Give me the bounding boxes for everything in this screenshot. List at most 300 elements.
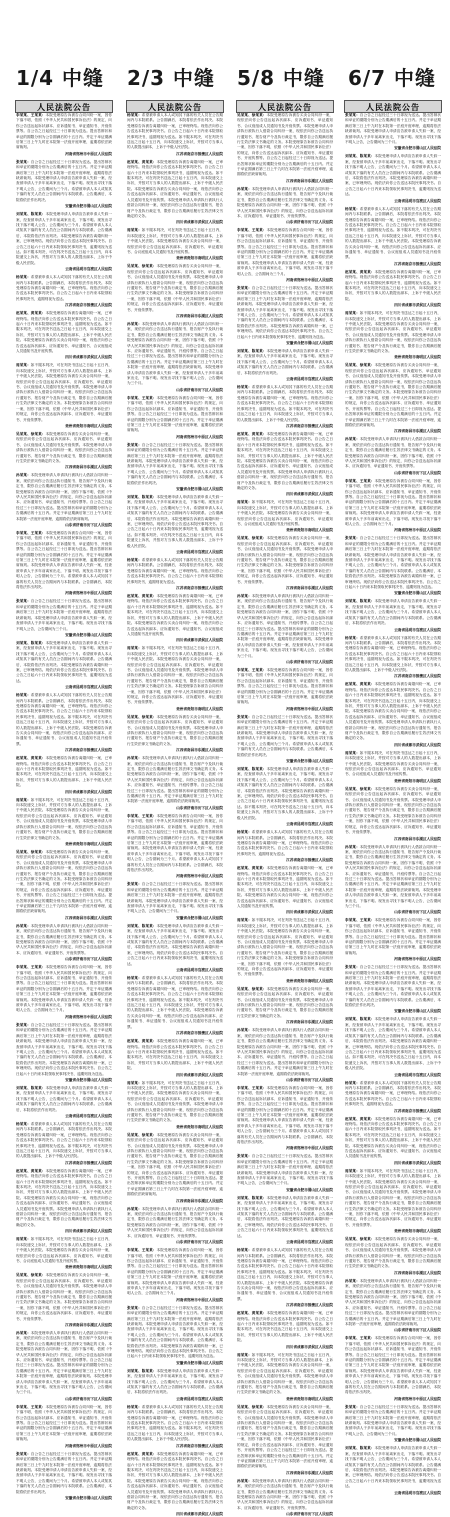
court-name: 贵州省贵阳市南明区人民法院 <box>65 423 112 428</box>
party-name: 赵某某、黄某某： <box>16 1168 46 1173</box>
court-name: 四川省成都市武侯区人民法院 <box>286 1344 333 1349</box>
party-name: 赵某某、黄某某： <box>16 311 46 316</box>
court-name: 安徽省合肥市蜀山区人民法院 <box>394 591 441 596</box>
notice-paragraph: 周某某：如不服本判决，可在判决书送达之日起十五日内，向本院递交上诉状，并按对方当事人的人数提出副本，上诉于中级人民法院。本院受理原告诉被告买卖合同纠纷一案，现依法向你公告送达起诉状副本、应诉通知书、举证通知书、合议庭组成人员通知书及开庭传票。本院受理申请人申请执行被执行人借款合同纠纷一案，现依法向你公告送达执行通知书、报告财产令及执行裁定书，限你自公告期满后履行生效法律文书确定的义务。 <box>16 797 113 840</box>
party-name: 刘某某、陈某某： <box>237 349 267 354</box>
court-name: 河南省郑州市中原区人民法院 <box>286 706 333 711</box>
party-name: 杨某某： <box>345 635 360 640</box>
party-name: 周某某： <box>237 500 252 505</box>
court-name: 四川省成都市武侯区人民法院 <box>65 1229 112 1234</box>
party-name: 吴某某、徐某某： <box>127 714 157 719</box>
party-name: 李某某、王某某： <box>16 1404 46 1409</box>
court-name: 云南省昆明市官渡区人民法院 <box>394 198 441 203</box>
court-name: 贵州省贵阳市南明区人民法院 <box>286 528 333 533</box>
notice-paragraph: 李某某、王某某：本院受理原告诉被告合同纠纷一案，因你下落不明，依照《中华人民共和国民事诉讼法》的规定，向你公告送达起诉状副本、应诉通知书、举证通知书、开庭传票等。自公告之日起经过三十日即视为送达。提出答辩状和举证的期限分别为公告期满后的十五日内。并定于举证期满后第三日上午九时在本院第一法庭开庭审理，逾期将依法缺席裁判。本院受理申请人申请宣告被申请人失踪一案，经查被申请人于多年前离家出走，下落不明。现发出寻找下落不明人公告，公告期间为三个月。希望被申请人本人或知其下落的有关人员在公告期间内与本院联系。公告期满后，本院将依法作出判决。 <box>127 813 224 872</box>
court-name: 江西省南昌市东湖区人民法院 <box>286 1020 333 1025</box>
notice-paragraph: 张某某：自公告之日起经过三十日即视为送达。提出答辩状和举证的期限分别为公告期满后的十五日内。并定于举证期满后第三日上午九时在本院第一法庭开庭审理，逾期将依法缺席裁判。本院受理申请人申请宣告被申请人失踪一案，经查被申请人于多年前离家出走，下落不明。现发出寻找下落不明人公告，公告期间为三个月。希望被申请人本人或知其下落的有关人员在公告期间内与本院联系。公告期满后，本院将依法作出判决。 <box>16 1451 113 1494</box>
notice-paragraph: 杨某某：希望被申请人本人或知其下落的有关人员在公告期间内与本院联系。公告期满后，本院将依法作出判决。本院受理原告诉被告离婚纠纷一案，已审理终结。现依法向你公告送达本院民事判决书。自公告之日起六十日内来本院领取民事判决书，逾期则视为送达。如不服本判决，可在判决书送达之日起十五日内，向本院递交上诉状，并按对方当事人的人数提出副本，上诉于中级人民法院。 <box>16 1121 113 1159</box>
size-label-1: 1/4 中缝 <box>15 66 105 90</box>
party-name: 吴某某、徐某某： <box>345 363 375 368</box>
party-name: 张某某： <box>16 159 31 164</box>
court-name: 江苏省南京市鼓楼区人民法院 <box>176 151 223 156</box>
party-name: 赵某某、黄某某： <box>345 682 375 687</box>
court-name: 安徽省合肥市蜀山区人民法院 <box>394 1009 441 1014</box>
party-name: 杨某某： <box>127 976 142 981</box>
notice-paragraph: 孙某某：本院受理申请人申请执行被执行人借款合同纠纷一案，现依法向你公告送达执行通知书、报告财产令及执行裁定书，限你自公告期满后履行生效法律文书确定的义务。本院受理原告诉被告合同纠纷一案，因你下落不明，依照《中华人民共和国民事诉讼法》的规定，向你公告送达起诉状副本、应诉通知书、举证通知书、开庭传票等。 <box>16 923 113 955</box>
party-name: 张某某： <box>127 1305 142 1310</box>
party-name: 赵某某、黄某某： <box>345 269 375 274</box>
court-name: 云南省昆明市官渡区人民法院 <box>286 377 333 382</box>
notice-paragraph: 李某某、王某某：本院受理原告诉被告合同纠纷一案，因你下落不明，依照《中华人民共和国民事诉讼法》的规定，向你公告送达起诉状副本、应诉通知书、举证通知书、开庭传票等。自公告之日起经过三十日即视为送达。提出答辩状和举证的期限分别为公告期满后的十五日内。并定于举证期满后第三日上午九时在本院第一法庭开庭审理，逾期将依法缺席裁判。 <box>127 395 224 433</box>
court-name: 贵州省贵阳市南明区人民法院 <box>394 355 441 360</box>
court-name: 云南省昆明市官渡区人民法院 <box>176 550 223 555</box>
notice-paragraph: 李某某、王某某：本院受理原告诉被告合同纠纷一案，因你下落不明，依照《中华人民共和国民事诉讼法》的规定，向你公告送达起诉状副本、应诉通知书、举证通知书、开庭传票等。自公告之日起经过三十日即视为送达。提出答辩状和举证的期限分别为公告期满后的十五日内。并定于举证期满后第三日上午九时在本院第一法庭开庭审理，逾期将依法缺席裁判。本院受理申请人申请宣告被申请人失踪一案，经查被申请人于多年前离家出走，下落不明。现发出寻找下落不明人公告，公告期间为三个月。 <box>16 965 113 1013</box>
party-name: 刘某某、陈某某： <box>345 599 375 604</box>
court-name: 江西省南昌市东湖区人民法院 <box>286 178 333 183</box>
notice-paragraph: 吴某某、徐某某：本院受理原告诉被告买卖合同纠纷一案，现依法向你公告送达起诉状副本、应诉通知书、举证通知书、合议庭组成人员通知书及开庭传票。本院受理申请人申请执行被执行人借款合同纠纷一案，现依法向你公告送达执行通知书、报告财产令及执行裁定书，限你自公告期满后履行生效法律文书确定的义务。本院受理原告诉被告合同纠纷一案，因你下落不明，依照《中华人民共和国民事诉讼法》的规定，向你公告送达起诉状副本、应诉通知书、举证通知书、开庭传票等。自公告之日起经过三十日即视为送达。提出答辩状和举证的期限分别为公告期满后的十五日内。并定于举证期满后第三日上午九时在本院第一法庭开庭审理，逾期将依法缺席裁判。 <box>237 113 334 177</box>
court-name: 河南省郑州市中原区人民法院 <box>394 528 441 533</box>
court-name: 江苏省南京市鼓楼区人民法院 <box>176 1443 223 1448</box>
party-name: 吴某某、徐某某： <box>237 1404 267 1409</box>
notice-paragraph: 吴某某、徐某某：本院受理原告诉被告买卖合同纠纷一案，现依法向你公告送达起诉状副本、应诉通知书、举证通知书、合议庭组成人员通知书及开庭传票。本院受理申请人申请执行被执行人借款合同纠纷一案，现依法向你公告送达执行通知书、报告财产令及执行裁定书，限你自公告期满后履行生效法律文书确定的义务。 <box>16 431 113 463</box>
party-name: 杨某某： <box>237 385 252 390</box>
party-name: 孙某某： <box>16 1330 31 1335</box>
party-name: 李某某、王某某： <box>237 667 267 672</box>
party-name: 张某某： <box>16 1022 31 1027</box>
party-name: 杨某某： <box>16 693 31 698</box>
court-name: 贵州省贵阳市南明区人民法院 <box>286 1396 333 1401</box>
notice-paragraph: 孙某某：本院受理申请人申请执行被执行人借款合同纠纷一案，现依法向你公告送达执行通知书、报告财产令及执行裁定书，限你自公告期满后履行生效法律文书确定的义务。本院受理原告诉被告合同纠纷一案，因你下落不明，依照《中华人民共和国民事诉讼法》的规定，向你公告送达起诉状副本、应诉通知书、举证通知书、开庭传票等。自公告之日起经过三十日即视为送达。提出答辩状和举证的期限分别为公告期满后的十五日内。并定于举证期满后第三日上午九时在本院第一法庭开庭审理，逾期将依法缺席裁判。 <box>345 1278 442 1326</box>
column-header: 人民法院公告 <box>236 100 334 113</box>
court-name: 安徽省合肥市蜀山区人民法院 <box>65 632 112 637</box>
party-name: 杨某某： <box>345 206 360 211</box>
court-name: 贵州省贵阳市南明区人民法院 <box>176 1124 223 1129</box>
size-label-2: 2/3 中缝 <box>126 66 216 90</box>
court-name: 河南省郑州市中原区人民法院 <box>65 151 112 156</box>
party-name: 吴某某、徐某某： <box>237 986 267 991</box>
notice-paragraph: 刘某某、陈某某：本院受理申请人申请宣告被申请人失踪一案，经查被申请人于多年前离家出走，下落不明。现发出寻找下落不明人公告，公告期间为三个月。希望被申请人本人或知其下落的有关人员在公告期间内与本院联系。公告期满后，本院将依法作出判决。本院受理原告诉被告离婚纠纷一案，已审理终结。现依法向你公告送达本院民事判决书。自公告之日起六十日内来本院领取民事判决书，逾期则视为送达。 <box>345 154 442 197</box>
party-name: 张某某： <box>127 882 142 887</box>
size-label-4: 6/7 中缝 <box>347 66 437 90</box>
notice-paragraph: 杨某某：希望被申请人本人或知其下落的有关人员在公告期间内与本院联系。公告期满后，本院将依法作出判决。本院受理原告诉被告离婚纠纷一案，已审理终结。现依法向你公告送达本院民事判决书。自公告之日起六十日内来本院领取民事判决书，逾期则视为送达。如不服本判决，可在判决书送达之日起十五日内，向本院递交上诉状，并按对方当事人的人数提出副本，上诉于中级人民法院。 <box>127 113 224 150</box>
notice-paragraph: 孙某某：本院受理申请人申请执行被执行人借款合同纠纷一案，现依法向你公告送达执行通知书、报告财产令及执行裁定书，限你自公告期满后履行生效法律文书确定的义务。本院受理原告诉被告合同纠纷一案，因你下落不明，依照《中华人民共和国民事诉讼法》的规定，向你公告送达起诉状副本、应诉通知书、举证通知书、开庭传票等。 <box>237 1478 334 1510</box>
party-name: 李某某、王某某： <box>345 918 375 923</box>
notice-paragraph: 张某某：自公告之日起经过三十日即视为送达。提出答辩状和举证的期限分别为公告期满后的十五日内。并定于举证期满后第三日上午九时在本院第一法庭开庭审理，逾期将依法缺席裁判。本院受理申请人申请宣告被申请人失踪一案，经查被申请人于多年前离家出走，下落不明。现发出寻找下落不明人公告，公告期间为三个月。 <box>16 599 113 631</box>
party-name: 赵某某、黄某某： <box>127 1039 157 1044</box>
notice-body <box>15 113 113 1500</box>
court-name: 江西省南昌市东湖区人民法院 <box>394 429 441 434</box>
notice-paragraph: 刘某某、陈某某：本院受理申请人申请宣告被申请人失踪一案，经查被申请人于多年前离家出走，下落不明。现发出寻找下落不明人公告，公告期间为三个月。希望被申请人本人或知其下落的有关人员在公告期间内与本院联系。公告期满后，本院将依法作出判决。本院受理原告诉被告离婚纠纷一案，已审理终结。现依法向你公告送达本院民事判决书。自公告之日起六十日内来本院领取民事判决书，逾期则视为送达。如不服本判决，可在判决书送达之日起十五日内，向本院递交上诉状，并按对方当事人的人数提出副本，上诉于中级人民法院。 <box>127 494 224 548</box>
court-name: 河南省郑州市中原区人民法院 <box>65 1014 112 1019</box>
party-name: 吴某某、徐某某： <box>237 536 267 541</box>
party-name: 张某某： <box>345 113 360 117</box>
party-name: 张某某： <box>16 1451 31 1456</box>
court-name: 江苏省南京市鼓楼区人民法院 <box>65 748 112 753</box>
notice-paragraph: 吴某某、徐某某：本院受理原告诉被告买卖合同纠纷一案，现依法向你公告送达起诉状副本、应诉通知书、举证通知书、合议庭组成人员通知书及开庭传票。本院受理申请人申请执行被执行人借款合同纠纷一案，现依法向你公告送达执行通知书、报告财产令及执行裁定书，限你自公告期满后履行生效法律文书确定的义务。本院受理原告诉被告合同纠纷一案，因你下落不明，依照《中华人民共和国民事诉讼法》的规定，向你公告送达起诉状副本、应诉通知书、举证通知书、开庭传票等。 <box>237 536 334 584</box>
notice-paragraph: 吴某某、徐某某：本院受理原告诉被告买卖合同纠纷一案，现依法向你公告送达起诉状副本、应诉通知书、举证通知书、合议庭组成人员通知书及开庭传票。本院受理申请人申请执行被执行人借款合同纠纷一案，现依法向你公告送达执行通知书、报告财产令及执行裁定书，限你自公告期满后履行生效法律文书确定的义务。本院受理原告诉被告合同纠纷一案，因你下落不明，依照《中华人民共和国民事诉讼法》的规定，向你公告送达起诉状副本、应诉通知书、举证通知书、开庭传票等。 <box>16 1273 113 1321</box>
notice-paragraph: 杨某某：希望被申请人本人或知其下落的有关人员在公告期间内与本院联系。公告期满后，本院将依法作出判决。本院受理原告诉被告离婚纠纷一案，已审理终结。现依法向你公告送达本院民事判决书。自公告之日起六十日内来本院领取民事判决书，逾期则视为送达。如不服本判决，可在判决书送达之日起十五日内，向本院递交上诉状，并按对方当事人的人数提出副本，上诉于中级人民法院。本院受理原告诉被告买卖合同纠纷一案，现依法向你公告送达起诉状副本、应诉通知书、举证通知书、合议庭组成人员通知书及开庭传票。 <box>16 693 113 746</box>
notice-paragraph: 吴某某、徐某某：本院受理原告诉被告买卖合同纠纷一案，现依法向你公告送达起诉状副本、应诉通知书、举证通知书、合议庭组成人员通知书及开庭传票。本院受理申请人申请执行被执行人借款合同纠纷一案，现依法向你公告送达执行通知书、报告财产令及执行裁定书，限你自公告期满后履行生效法律文书确定的义务。本院受理原告诉被告合同纠纷一案，因你下落不明，依照《中华人民共和国民事诉讼法》的规定，向你公告送达起诉状副本、应诉通知书、举证通知书、开庭传票等。自公告之日起经过三十日即视为送达。提出答辩状和举证的期限分别为公告期满后的十五日内。并定于举证期满后第三日上午九时在本院第一法庭开庭审理，逾期将依法缺席裁判。 <box>127 1132 224 1197</box>
party-name: 张某某： <box>127 442 142 447</box>
party-name: 李某某、王某某： <box>127 813 157 818</box>
party-name: 孙某某： <box>237 594 252 599</box>
notice-paragraph: 赵某某、黄某某：本院受理原告诉被告离婚纠纷一案，已审理终结。现依法向你公告送达本院民事判决书。自公告之日起六十日内来本院领取民事判决书，逾期则视为送达。如不服本判决，可在判决书送达之日起十五日内，向本院递交上诉状，并按对方当事人的人数提出副本，上诉于中级人民法院。本院受理原告诉被告买卖合同纠纷一案，现依法向你公告送达起诉状副本、应诉通知书、举证通知书、合议庭组成人员通知书及开庭传票。 <box>237 866 334 908</box>
party-name: 李某某、王某某： <box>237 228 267 233</box>
court-name: 山东省济南市历下区人民法院 <box>394 470 441 475</box>
court-name: 山东省济南市历下区人民法院 <box>65 1396 112 1401</box>
court-name: 山东省济南市历下区人民法院 <box>286 1077 333 1082</box>
party-name: 周某某： <box>237 918 252 923</box>
court-name: 山东省济南市历下区人民法院 <box>286 659 333 664</box>
notice-paragraph: 李某某、王某某：本院受理原告诉被告合同纠纷一案，因你下落不明，依照《中华人民共和国民事诉讼法》的规定，向你公告送达起诉状副本、应诉通知书、举证通知书、开庭传票等。自公告之日起经过三十日即视为送达。提出答辩状和举证的期限分别为公告期满后的十五日内。并定于举证期满后第三日上午九时在本院第一法庭开庭审理，逾期将依法缺席裁判。本院受理申请人申请宣告被申请人失踪一案，经查被申请人于多年前离家出走，下落不明。现发出寻找下落不明人公告，公告期间为三个月。 <box>237 228 334 276</box>
party-name: 周某某： <box>345 1168 360 1173</box>
party-name: 刘某某、陈某某： <box>127 923 157 928</box>
party-name: 孙某某： <box>127 322 142 326</box>
notice-paragraph: 李某某、王某某：本院受理原告诉被告合同纠纷一案，因你下落不明，依照《中华人民共和国民事诉讼法》的规定，向你公告送达起诉状副本、应诉通知书、举证通知书、开庭传票等。自公告之日起经过三十日即视为送达。提出答辩状和举证的期限分别为公告期满后的十五日内。并定于举证期满后第三日上午九时在本院第一法庭开庭审理，逾期将依法缺席裁判。本院受理申请人申请宣告被申请人失踪一案，经查被申请人于多年前离家出走，下落不明。现发出寻找下落不明人公告，公告期间为三个月。 <box>127 1248 224 1296</box>
notice-paragraph: 赵某某、黄某某：本院受理原告诉被告离婚纠纷一案，已审理终结。现依法向你公告送达本院民事判决书。自公告之日起六十日内来本院领取民事判决书，逾期则视为送达。如不服本判决，可在判决书送达之日起十五日内，向本院递交上诉状，并按对方当事人的人数提出副本，上诉于中级人民法院。 <box>345 269 442 301</box>
notice-paragraph: 赵某某、黄某某：本院受理原告诉被告离婚纠纷一案，已审理终结。现依法向你公告送达本院民事判决书。自公告之日起六十日内来本院领取民事判决书，逾期则视为送达。如不服本判决，可在判决书送达之日起十五日内，向本院递交上诉状，并按对方当事人的人数提出副本，上诉于中级人民法院。本院受理原告诉被告买卖合同纠纷一案，现依法向你公告送达起诉状副本、应诉通知书、举证通知书、合议庭组成人员通知书及开庭传票。本院受理申请人申请执行被执行人借款合同纠纷一案，现依法向你公告送达执行通知书、报告财产令及执行裁定书，限你自公告期满后履行生效法律文书确定的义务。 <box>237 431 334 490</box>
notice-paragraph: 刘某某、陈某某：本院受理申请人申请宣告被申请人失踪一案，经查被申请人于多年前离家出走，下落不明。现发出寻找下落不明人公告，公告期间为三个月。希望被申请人本人或知其下落的有关人员在公告期间内与本院联系。公告期满后，本院将依法作出判决。本院受理原告诉被告离婚纠纷一案，已审理终结。现依法向你公告送达本院民事判决书。自公告之日起六十日内来本院领取民事判决书，逾期则视为送达。如不服本判决，可在判决书送达之日起十五日内，向本院递交上诉状，并按对方当事人的人数提出副本，上诉于中级人民法院。 <box>237 767 334 820</box>
notice-paragraph: 周某某：如不服本判决，可在判决书送达之日起十五日内，向本院递交上诉状，并按对方当事人的人数提出副本，上诉于中级人民法院。本院受理原告诉被告买卖合同纠纷一案，现依法向你公告送达起诉状副本、应诉通知书、举证通知书、合议庭组成人员通知书及开庭传票。本院受理申请人申请执行被执行人借款合同纠纷一案，现依法向你公告送达执行通知书、报告财产令及执行裁定书，限你自公告期满后履行生效法律文书确定的义务。 <box>127 1080 224 1123</box>
party-name: 刘某某、陈某某： <box>16 212 46 217</box>
notice-paragraph: 周某某：如不服本判决，可在判决书送达之日起十五日内，向本院递交上诉状，并按对方当事人的人数提出副本，上诉于中级人民法院。本院受理原告诉被告买卖合同纠纷一案，现依法向你公告送达起诉状副本、应诉通知书、举证通知书、合议庭组成人员通知书及开庭传票。本院受理申请人申请执行被执行人借款合同纠纷一案，现依法向你公告送达执行通知书、报告财产令及执行裁定书，限你自公告期满后履行生效法律文书确定的义务。 <box>345 311 442 354</box>
court-name: 河南省郑州市中原区人民法院 <box>286 1146 333 1151</box>
court-name: 贵州省贵阳市南明区人民法院 <box>176 256 223 261</box>
party-name: 周某某： <box>127 646 142 651</box>
court-name: 安徽省合肥市蜀山区人民法院 <box>176 1360 223 1365</box>
court-name: 贵州省贵阳市南明区人民法院 <box>286 978 333 983</box>
party-name: 张某某： <box>345 536 360 541</box>
court-name: 河南省郑州市中原区人民法院 <box>394 957 441 962</box>
party-name: 吴某某、徐某某： <box>345 786 375 791</box>
notice-paragraph: 杨某某：希望被申请人本人或知其下落的有关人员在公告期间内与本院联系。公告期满后，本院将依法作出判决。本院受理原告诉被告离婚纠纷一案，已审理终结。现依法向你公告送达本院民事判决书。自公告之日起六十日内来本院领取民事判决书，逾期则视为送达。如不服本判决，可在判决书送达之日起十五日内，向本院递交上诉状，并按对方当事人的人数提出副本，上诉于中级人民法院。 <box>127 1404 224 1442</box>
party-name: 刘某某、陈某某： <box>237 767 267 772</box>
party-name: 张某某： <box>345 965 360 970</box>
court-name: 山东省济南市历下区人民法院 <box>65 523 112 527</box>
notice-paragraph: 孙某某：本院受理申请人申请执行被执行人借款合同纠纷一案，现依法向你公告送达执行通知书、报告财产令及执行裁定书，限你自公告期满后履行生效法律文书确定的义务。本院受理原告诉被告合同纠纷一案，因你下落不明，依照《中华人民共和国民事诉讼法》的规定，向你公告送达起诉状副本、应诉通知书、举证通知书、开庭传票等。自公告之日起经过三十日即视为送达。提出答辩状和举证的期限分别为公告期满后的十五日内。并定于举证期满后第三日上午九时在本院第一法庭开庭审理，逾期将依法缺席裁判。本院受理申请人申请宣告被申请人失踪一案，经查被申请人于多年前离家出走，下落不明。现发出寻找下落不明人公告，公告期间为三个月。 <box>237 594 334 658</box>
notice-paragraph: 李某某、王某某：本院受理原告诉被告合同纠纷一案，因你下落不明，依照《中华人民共和国民事诉讼法》的规定，向你公告送达起诉状副本、应诉通知书、举证通知书、开庭传票等。自公告之日起经过三十日即视为送达。提出答辩状和举证的期限分别为公告期满后的十五日内。并定于举证期满后第三日上午九时在本院第一法庭开庭审理，逾期将依法缺席裁判。本院受理申请人申请宣告被申请人失踪一案，经查被申请人于多年前离家出走，下落不明。现发出寻找下落不明人公告，公告期间为三个月。希望被申请人本人或知其下落的有关人员在公告期间内与本院联系。公告期满后，本院将依法作出判决。 <box>237 1085 334 1144</box>
notice-paragraph: 刘某某、陈某某：本院受理申请人申请宣告被申请人失踪一案，经查被申请人于多年前离家出走，下落不明。现发出寻找下落不明人公告，公告期间为三个月。希望被申请人本人或知其下落的有关人员在公告期间内与本院联系。公告期满后，本院将依法作出判决。本院受理原告诉被告离婚纠纷一案，已审理终结。现依法向你公告送达本院民事判决书。自公告之日起六十日内来本院领取民事判决书，逾期则视为送达。 <box>237 1195 334 1238</box>
party-name: 张某某： <box>16 599 31 604</box>
court-name: 山东省济南市历下区人民法院 <box>286 1512 333 1517</box>
court-name: 江西省南昌市东湖区人民法院 <box>394 836 441 841</box>
notice-paragraph: 孙某某：本院受理申请人申请执行被执行人借款合同纠纷一案，现依法向你公告送达执行通知书、报告财产令及执行裁定书，限你自公告期满后履行生效法律文书确定的义务。本院受理原告诉被告合同纠纷一案，因你下落不明，依照《中华人民共和国民事诉讼法》的规定，向你公告送达起诉状副本、应诉通知书、举证通知书、开庭传票等。自公告之日起经过三十日即视为送达。提出答辩状和举证的期限分别为公告期满后的十五日内。并定于举证期满后第三日上午九时在本院第一法庭开庭审理，逾期将依法缺席裁判。本院受理申请人申请宣告被申请人失踪一案，经查被申请人于多年前离家出走，下落不明。现发出寻找下落不明人公告，公告期间为三个月。 <box>345 844 442 908</box>
notice-paragraph: 李某某、王某某：本院受理原告诉被告合同纠纷一案，因你下落不明，依照《中华人民共和国民事诉讼法》的规定，向你公告送达起诉状副本、应诉通知书、举证通知书、开庭传票等。自公告之日起经过三十日即视为送达。提出答辩状和举证的期限分别为公告期满后的十五日内。并定于举证期满后第三日上午九时在本院第一法庭开庭审理，逾期将依法缺席裁判。本院受理申请人申请宣告被申请人失踪一案，经查被申请人于多年前离家出走，下落不明。现发出寻找下落不明人公告，公告期间为三个月。希望被申请人本人或知其下落的有关人员在公告期间内与本院联系。公告期满后，本院将依法作出判决。 <box>345 1336 442 1395</box>
notice-paragraph: 张某某：自公告之日起经过三十日即视为送达。提出答辩状和举证的期限分别为公告期满后的十五日内。并定于举证期满后第三日上午九时在本院第一法庭开庭审理，逾期将依法缺席裁判。本院受理申请人申请宣告被申请人失踪一案，经查被申请人于多年前离家出走，下落不明。现发出寻找下落不明人公告，公告期间为三个月。希望被申请人本人或知其下落的有关人员在公告期间内与本院联系。公告期满后，本院将依法作出判决。本院受理原告诉被告离婚纠纷一案，已审理终结。现依法向你公告送达本院民事判决书。自公告之日起六十日内来本院领取民事判决书，逾期则视为送达。 <box>237 285 334 339</box>
party-name: 刘某某、陈某某： <box>127 1368 157 1373</box>
court-name: 安徽省合肥市蜀山区人民法院 <box>65 204 112 209</box>
court-name: 山东省济南市历下区人民法院 <box>176 1240 223 1245</box>
court-name: 安徽省合肥市蜀山区人民法院 <box>65 1077 112 1082</box>
court-name: 云南省昆明市官渡区人民法院 <box>286 822 333 827</box>
party-name: 刘某某、陈某某： <box>127 494 157 499</box>
party-name: 刘某某、陈某某： <box>345 1017 375 1022</box>
party-name: 孙某某： <box>127 756 142 761</box>
court-name: 江苏省南京市鼓楼区人民法院 <box>394 1108 441 1113</box>
notice-paragraph: 李某某、王某某：本院受理原告诉被告合同纠纷一案，因你下落不明，依照《中华人民共和国民事诉讼法》的规定，向你公告送达起诉状副本、应诉通知书、举证通知书、开庭传票等。自公告之日起经过三十日即视为送达。提出答辩状和举证的期限分别为公告期满后的十五日内。并定于举证期满后第三日上午九时在本院第一法庭开庭审理，逾期将依法缺席裁判。 <box>237 667 334 705</box>
notice-paragraph: 吴某某、徐某某：本院受理原告诉被告买卖合同纠纷一案，现依法向你公告送达起诉状副本、应诉通知书、举证通知书、合议庭组成人员通知书及开庭传票。本院受理申请人申请执行被执行人借款合同纠纷一案，现依法向你公告送达执行通知书、报告财产令及执行裁定书，限你自公告期满后履行生效法律文书确定的义务。本院受理原告诉被告合同纠纷一案，因你下落不明，依照《中华人民共和国民事诉讼法》的规定，向你公告送达起诉状副本、应诉通知书、举证通知书、开庭传票等。自公告之日起经过三十日即视为送达。提出答辩状和举证的期限分别为公告期满后的十五日内。并定于举证期满后第三日上午九时在本院第一法庭开庭审理，逾期将依法缺席裁判。 <box>345 363 442 427</box>
party-name: 吴某某、徐某某： <box>237 113 267 117</box>
court-name: 江西省南昌市东湖区人民法院 <box>176 1198 223 1203</box>
party-name: 李某某、王某某： <box>345 1336 375 1341</box>
notice-paragraph: 周某某：如不服本判决，可在判决书送达之日起十五日内，向本院递交上诉状，并按对方当事人的人数提出副本，上诉于中级人民法院。本院受理原告诉被告买卖合同纠纷一案，现依法向你公告送达起诉状副本、应诉通知书、举证通知书、合议庭组成人员通知书及开庭传票。 <box>127 228 224 254</box>
party-name: 孙某某： <box>345 844 360 849</box>
court-name: 四川省成都市武侯区人民法院 <box>286 492 333 497</box>
notice-paragraph: 孙某某：本院受理申请人申请执行被执行人借款合同纠纷一案，现依法向你公告送达执行通知书、报告财产令及执行裁定书，限你自公告期满后履行生效法律文书确定的义务。本院受理原告诉被告合同纠纷一案，因你下落不明，依照《中华人民共和国民事诉讼法》的规定，向你公告送达起诉状副本、应诉通知书、举证通知书、开庭传票等。自公告之日起经过三十日即视为送达。提出答辩状和举证的期限分别为公告期满后的十五日内。并定于举证期满后第三日上午九时在本院第一法庭开庭审理，逾期将依法缺席裁判。 <box>127 756 224 804</box>
court-name: 江苏省南京市鼓楼区人民法院 <box>394 261 441 266</box>
court-name: 云南省昆明市官渡区人民法院 <box>65 1113 112 1118</box>
court-name: 云南省昆明市官渡区人民法院 <box>286 1240 333 1245</box>
court-name: 贵州省贵阳市南明区人民法院 <box>394 1229 441 1234</box>
party-name: 李某某、王某某： <box>127 395 157 400</box>
party-name: 赵某某、黄某某： <box>345 1116 375 1121</box>
column-header: 人民法院公告 <box>15 100 113 113</box>
party-name: 周某某： <box>127 228 142 233</box>
notice-paragraph: 杨某某：希望被申请人本人或知其下落的有关人员在公告期间内与本院联系。公告期满后，本院将依法作出判决。本院受理原告诉被告离婚纠纷一案，已审理终结。现依法向你公告送达本院民事判决书。自公告之日起六十日内来本院领取民事判决书，逾期则视为送达。如不服本判决，可在判决书送达之日起十五日内，向本院递交上诉状，并按对方当事人的人数提出副本，上诉于中级人民法院。本院受理原告诉被告买卖合同纠纷一案，现依法向你公告送达起诉状副本、应诉通知书、举证通知书、合议庭组成人员通知书及开庭传票。 <box>237 1248 334 1301</box>
party-name: 杨某某： <box>127 113 142 117</box>
size-label-row <box>0 62 450 96</box>
court-name: 四川省成都市武侯区人民法院 <box>176 638 223 643</box>
court-name: 江西省南昌市东湖区人民法院 <box>65 915 112 920</box>
notice-column-2 <box>126 100 224 1517</box>
court-name: 江苏省南京市鼓楼区人民法院 <box>176 1031 223 1036</box>
court-name: 河南省郑州市中原区人民法院 <box>65 591 112 596</box>
notice-paragraph: 杨某某：希望被申请人本人或知其下落的有关人员在公告期间内与本院联系。公告期满后，本院将依法作出判决。本院受理原告诉被告离婚纠纷一案，已审理终结。现依法向你公告送达本院民事判决书。自公告之日起六十日内来本院领取民事判决书，逾期则视为送达。如不服本判决，可在判决书送达之日起十五日内，向本院递交上诉状，并按对方当事人的人数提出副本，上诉于中级人民法院。 <box>237 385 334 422</box>
notice-paragraph: 吴某某、徐某某：本院受理原告诉被告买卖合同纠纷一案，现依法向你公告送达起诉状副本、应诉通知书、举证通知书、合议庭组成人员通知书及开庭传票。本院受理申请人申请执行被执行人借款合同纠纷一案，现依法向你公告送达执行通知书、报告财产令及执行裁定书，限你自公告期满后履行生效法律文书确定的义务。 <box>127 714 224 746</box>
party-name: 张某某： <box>237 1154 252 1159</box>
notice-paragraph: 赵某某、黄某某：本院受理原告诉被告离婚纠纷一案，已审理终结。现依法向你公告送达本院民事判决书。自公告之日起六十日内来本院领取民事判决书，逾期则视为送达。如不服本判决，可在判决书送达之日起十五日内，向本院递交上诉状，并按对方当事人的人数提出副本，上诉于中级人民法院。 <box>237 1311 334 1343</box>
party-name: 周某某： <box>127 1080 142 1085</box>
notice-paragraph: 杨某某：希望被申请人本人或知其下落的有关人员在公告期间内与本院联系。公告期满后，本院将依法作出判决。本院受理原告诉被告离婚纠纷一案，已审理终结。现依法向你公告送达本院民事判决书。自公告之日起六十日内来本院领取民事判决书，逾期则视为送达。如不服本判决，可在判决书送达之日起十五日内，向本院递交上诉状，并按对方当事人的人数提出副本，上诉于中级人民法院。本院受理原告诉被告买卖合同纠纷一案，现依法向你公告送达起诉状副本、应诉通知书、举证通知书、合议庭组成人员通知书及开庭传票。 <box>345 206 442 260</box>
notice-paragraph: 杨某某：希望被申请人本人或知其下落的有关人员在公告期间内与本院联系。公告期满后，本院将依法作出判决。本院受理原告诉被告离婚纠纷一案，已审理终结。现依法向你公告送达本院民事判决书。自公告之日起六十日内来本院领取民事判决书，逾期则视为送达。 <box>237 830 334 856</box>
court-name: 山东省济南市历下区人民法院 <box>176 805 223 810</box>
party-name: 李某某、王某某： <box>16 531 46 535</box>
party-name: 杨某某： <box>345 1080 360 1085</box>
party-name: 孙某某： <box>16 473 31 478</box>
court-name: 河南省郑州市中原区人民法院 <box>176 1297 223 1302</box>
party-name: 杨某某： <box>127 558 142 563</box>
party-name: 赵某某、黄某某： <box>16 756 46 761</box>
court-name: 云南省昆明市官渡区人民法院 <box>176 968 223 973</box>
column-header: 人民法院公告 <box>126 100 224 113</box>
party-name: 吴某某、徐某某： <box>127 264 157 269</box>
notice-paragraph: 周某某：如不服本判决，可在判决书送达之日起十五日内，向本院递交上诉状，并按对方当事人的人数提出副本，上诉于中级人民法院。本院受理原告诉被告买卖合同纠纷一案，现依法向你公告送达起诉状副本、应诉通知书、举证通知书、合议庭组成人员通知书及开庭传票。本院受理申请人申请执行被执行人借款合同纠纷一案，现依法向你公告送达执行通知书、报告财产令及执行裁定书，限你自公告期满后履行生效法律文书确定的义务。本院受理原告诉被告合同纠纷一案，因你下落不明，依照《中华人民共和国民事诉讼法》的规定，向你公告送达起诉状副本、应诉通知书、举证通知书、开庭传票等。 <box>127 646 224 705</box>
court-name: 安徽省合肥市蜀山区人民法院 <box>394 146 441 151</box>
court-name: 云南省昆明市官渡区人民法院 <box>394 627 441 632</box>
notice-paragraph: 赵某某、黄某某：本院受理原告诉被告离婚纠纷一案，已审理终结。现依法向你公告送达本院民事判决书。自公告之日起六十日内来本院领取民事判决书，逾期则视为送达。如不服本判决，可在判决书送达之日起十五日内，向本院递交上诉状，并按对方当事人的人数提出副本，上诉于中级人民法院。 <box>16 756 113 788</box>
court-name: 江西省南昌市东湖区人民法院 <box>286 586 333 591</box>
court-name: 安徽省合肥市蜀山区人民法院 <box>65 1495 112 1500</box>
party-name: 吴某某、徐某某： <box>345 1237 375 1242</box>
party-name: 杨某某： <box>127 1404 142 1409</box>
notice-paragraph: 刘某某、陈某某：本院受理申请人申请宣告被申请人失踪一案，经查被申请人于多年前离家出走，下落不明。现发出寻找下落不明人公告，公告期间为三个月。希望被申请人本人或知其下落的有关人员在公告期间内与本院联系。公告期满后，本院将依法作出判决。本院受理原告诉被告离婚纠纷一案，已审理终结。现依法向你公告送达本院民事判决书。自公告之日起六十日内来本院领取民事判决书，逾期则视为送达。如不服本判决，可在判决书送达之日起十五日内，向本院递交上诉状，并按对方当事人的人数提出副本，上诉于中级人民法院。 <box>345 1017 442 1071</box>
court-name: 江西省南昌市东湖区人民法院 <box>176 314 223 318</box>
party-name: 周某某： <box>237 1352 252 1357</box>
court-name: 山东省济南市历下区人民法院 <box>176 387 223 392</box>
notice-paragraph: 周某某：如不服本判决，可在判决书送达之日起十五日内，向本院递交上诉状，并按对方当事人的人数提出副本，上诉于中级人民法院。本院受理原告诉被告买卖合同纠纷一案，现依法向你公告送达起诉状副本、应诉通知书、举证通知书、合议庭组成人员通知书及开庭传票。 <box>16 1237 113 1263</box>
court-name: 贵州省贵阳市南明区人民法院 <box>65 1265 112 1270</box>
notice-paragraph: 张某某：自公告之日起经过三十日即视为送达。提出答辩状和举证的期限分别为公告期满后的十五日内。并定于举证期满后第三日上午九时在本院第一法庭开庭审理，逾期将依法缺席裁判。本院受理申请人申请宣告被申请人失踪一案，经查被申请人于多年前离家出走，下落不明。现发出寻找下落不明人公告，公告期间为三个月。 <box>345 1404 442 1436</box>
party-name: 赵某某、黄某某： <box>237 866 267 871</box>
court-name: 江苏省南京市鼓楼区人民法院 <box>65 303 112 308</box>
size-label-3: 5/8 中缝 <box>236 66 326 90</box>
court-name: 江苏省南京市鼓楼区人民法院 <box>394 674 441 679</box>
court-name: 山东省济南市历下区人民法院 <box>286 220 333 225</box>
court-name: 安徽省合肥市蜀山区人民法院 <box>286 1187 333 1192</box>
notice-paragraph: 刘某某、陈某某：本院受理申请人申请宣告被申请人失踪一案，经查被申请人于多年前离家出走，下落不明。现发出寻找下落不明人公告，公告期间为三个月。希望被申请人本人或知其下落的有关人员在公告期间内与本院联系。公告期满后，本院将依法作出判决。本院受理原告诉被告离婚纠纷一案，已审理终结。现依法向你公告送达本院民事判决书。自公告之日起六十日内来本院领取民事判决书，逾期则视为送达。 <box>127 923 224 966</box>
notice-paragraph: 杨某某：希望被申请人本人或知其下落的有关人员在公告期间内与本院联系。公告期满后，本院将依法作出判决。本院受理原告诉被告离婚纠纷一案，已审理终结。现依法向你公告送达本院民事判决书。自公告之日起六十日内来本院领取民事判决书，逾期则视为送达。 <box>127 558 224 584</box>
party-name: 刘某某、陈某某： <box>16 640 46 645</box>
party-name: 孙某某： <box>237 1478 252 1483</box>
party-name: 杨某某： <box>237 830 252 835</box>
notice-paragraph: 孙某某：本院受理申请人申请执行被执行人借款合同纠纷一案，现依法向你公告送达执行通知书、报告财产令及执行裁定书，限你自公告期满后履行生效法律文书确定的义务。本院受理原告诉被告合同纠纷一案，因你下落不明，依照《中华人民共和国民事诉讼法》的规定，向你公告送达起诉状副本、应诉通知书、举证通知书、开庭传票等。 <box>237 186 334 218</box>
court-name: 江苏省南京市鼓楼区人民法院 <box>65 1160 112 1165</box>
court-name: 安徽省合肥市蜀山区人民法院 <box>176 486 223 491</box>
court-name: 云南省昆明市官渡区人民法院 <box>394 1490 441 1495</box>
court-name: 河南省郑州市中原区人民法院 <box>65 1443 112 1448</box>
court-name: 云南省昆明市官渡区人民法院 <box>65 685 112 690</box>
party-name: 孙某某： <box>237 1028 252 1033</box>
notice-paragraph: 吴某某、徐某某：本院受理原告诉被告买卖合同纠纷一案，现依法向你公告送达起诉状副本、应诉通知书、举证通知书、合议庭组成人员通知书及开庭传票。本院受理申请人申请执行被执行人借款合同纠纷一案，现依法向你公告送达执行通知书、报告财产令及执行裁定书，限你自公告期满后履行生效法律文书确定的义务。本院受理原告诉被告合同纠纷一案，因你下落不明，依照《中华人民共和国民事诉讼法》的规定，向你公告送达起诉状副本、应诉通知书、举证通知书、开庭传票等。 <box>127 264 224 312</box>
party-name: 周某某： <box>16 363 31 368</box>
notice-paragraph: 杨某某：希望被申请人本人或知其下落的有关人员在公告期间内与本院联系。公告期满后，本院将依法作出判决。本院受理原告诉被告离婚纠纷一案，已审理终结。现依法向你公告送达本院民事判决书。自公告之日起六十日内来本院领取民事判决书，逾期则视为送达。 <box>345 1080 442 1107</box>
notice-paragraph: 张某某：自公告之日起经过三十日即视为送达。提出答辩状和举证的期限分别为公告期满后的十五日内。并定于举证期满后第三日上午九时在本院第一法庭开庭审理，逾期将依法缺席裁判。本院受理申请人申请宣告被申请人失踪一案，经查被申请人于多年前离家出走，下落不明。现发出寻找下落不明人公告，公告期间为三个月。 <box>127 882 224 914</box>
court-name: 四川省成都市武侯区人民法院 <box>394 742 441 747</box>
notice-paragraph: 赵某某、黄某某：本院受理原告诉被告离婚纠纷一案，已审理终结。现依法向你公告送达本院民事判决书。自公告之日起六十日内来本院领取民事判决书，逾期则视为送达。如不服本判决，可在判决书送达之日起十五日内，向本院递交上诉状，并按对方当事人的人数提出副本，上诉于中级人民法院。本院受理原告诉被告买卖合同纠纷一案，现依法向你公告送达起诉状副本、应诉通知书、举证通知书、合议庭组成人员通知书及开庭传票。本院受理申请人申请执行被执行人借款合同纠纷一案，现依法向你公告送达执行通知书、报告财产令及执行裁定书，限你自公告期满后履行生效法律文书确定的义务。 <box>345 682 442 741</box>
court-name: 四川省成都市武侯区人民法院 <box>176 1512 223 1517</box>
notice-paragraph: 孙某某：本院受理申请人申请执行被执行人借款合同纠纷一案，现依法向你公告送达执行通知书、报告财产令及执行裁定书，限你自公告期满后履行生效法律文书确定的义务。本院受理原告诉被告合同纠纷一案，因你下落不明，依照《中华人民共和国民事诉讼法》的规定，向你公告送达起诉状副本、应诉通知书、举证通知书、开庭传票等。自公告之日起经过三十日即视为送达。提出答辩状和举证的期限分别为公告期满后的十五日内。并定于举证期满后第三日上午九时在本院第一法庭开庭审理，逾期将依法缺席裁判。本院受理申请人申请宣告被申请人失踪一案，经查被申请人于多年前离家出走，下落不明。现发出寻找下落不明人公告，公告期间为三个月。 <box>127 322 224 386</box>
notice-paragraph: 孙某某：本院受理申请人申请执行被执行人借款合同纠纷一案，现依法向你公告送达执行通知书、报告财产令及执行裁定书，限你自公告期满后履行生效法律文书确定的义务。本院受理原告诉被告合同纠纷一案，因你下落不明，依照《中华人民共和国民事诉讼法》的规定，向你公告送达起诉状副本、应诉通知书、举证通知书、开庭传票等。 <box>127 1206 224 1238</box>
court-name: 江西省南昌市东湖区人民法院 <box>176 748 223 753</box>
party-name: 刘某某、陈某某： <box>16 1085 46 1090</box>
notice-paragraph: 李某某、王某某：本院受理原告诉被告合同纠纷一案，因你下落不明，依照《中华人民共和国民事诉讼法》的规定，向你公告送达起诉状副本、应诉通知书、举证通知书、开庭传票等。自公告之日起经过三十日即视为送达。提出答辩状和举证的期限分别为公告期满后的十五日内。并定于举证期满后第三日上午九时在本院第一法庭开庭审理，逾期将依法缺席裁判。本院受理申请人申请宣告被申请人失踪一案，经查被申请人于多年前离家出走，下落不明。现发出寻找下落不明人公告，公告期间为三个月。希望被申请人本人或知其下落的有关人员在公告期间内与本院联系。公告期满后，本院将依法作出判决。 <box>16 531 113 590</box>
court-name: 河南省郑州市中原区人民法院 <box>176 434 223 439</box>
court-name: 安徽省合肥市蜀山区人民法院 <box>286 341 333 346</box>
notice-paragraph: 孙某某：本院受理申请人申请执行被执行人借款合同纠纷一案，现依法向你公告送达执行通知书、报告财产令及执行裁定书，限你自公告期满后履行生效法律文书确定的义务。本院受理原告诉被告合同纠纷一案，因你下落不明，依照《中华人民共和国民事诉讼法》的规定，向你公告送达起诉状副本、应诉通知书、举证通知书、开庭传票等。 <box>345 437 442 469</box>
court-name: 山东省济南市历下区人民法院 <box>394 910 441 915</box>
party-name: 周某某： <box>16 797 31 802</box>
notice-column-4 <box>344 100 442 1495</box>
notice-column-1 <box>15 100 113 1500</box>
court-name: 江苏省南京市鼓楼区人民法院 <box>286 1303 333 1308</box>
notice-paragraph: 吴某某、徐某某：本院受理原告诉被告买卖合同纠纷一案，现依法向你公告送达起诉状副本、应诉通知书、举证通知书、合议庭组成人员通知书及开庭传票。本院受理申请人申请执行被执行人借款合同纠纷一案，现依法向你公告送达执行通知书、报告财产令及执行裁定书，限你自公告期满后履行生效法律文书确定的义务。 <box>345 1237 442 1269</box>
party-name: 刘某某、陈某某： <box>237 1195 267 1200</box>
court-name: 贵州省贵阳市南明区人民法院 <box>394 778 441 783</box>
notice-paragraph: 赵某某、黄某某：本院受理原告诉被告离婚纠纷一案，已审理终结。现依法向你公告送达本院民事判决书。自公告之日起六十日内来本院领取民事判决书，逾期则视为送达。如不服本判决，可在判决书送达之日起十五日内，向本院递交上诉状，并按对方当事人的人数提出副本，上诉于中级人民法院。本院受理原告诉被告买卖合同纠纷一案，现依法向你公告送达起诉状副本、应诉通知书、举证通知书、合议庭组成人员通知书及开庭传票。 <box>345 1116 442 1159</box>
notice-paragraph: 赵某某、黄某某：本院受理原告诉被告离婚纠纷一案，已审理终结。现依法向你公告送达本院民事判决书。自公告之日起六十日内来本院领取民事判决书，逾期则视为送达。如不服本判决，可在判决书送达之日起十五日内，向本院递交上诉状，并按对方当事人的人数提出副本，上诉于中级人民法院。本院受理原告诉被告买卖合同纠纷一案，现依法向你公告送达起诉状副本、应诉通知书、举证通知书、合议庭组成人员通知书及开庭传票。 <box>16 311 113 354</box>
party-name: 李某某、王某某： <box>16 113 46 117</box>
notice-paragraph: 张某某：自公告之日起经过三十日即视为送达。提出答辩状和举证的期限分别为公告期满后的十五日内。并定于举证期满后第三日上午九时在本院第一法庭开庭审理，逾期将依法缺席裁判。本院受理申请人申请宣告被申请人失踪一案，经查被申请人于多年前离家出走，下落不明。现发出寻找下落不明人公告，公告期间为三个月。希望被申请人本人或知其下落的有关人员在公告期间内与本院联系。公告期满后，本院将依法作出判决。 <box>127 442 224 485</box>
court-name: 四川省成都市武侯区人民法院 <box>286 910 333 915</box>
notice-paragraph: 赵某某、黄某某：本院受理原告诉被告离婚纠纷一案，已审理终结。现依法向你公告送达本院民事判决书。自公告之日起六十日内来本院领取民事判决书，逾期则视为送达。如不服本判决，可在判决书送达之日起十五日内，向本院递交上诉状，并按对方当事人的人数提出副本，上诉于中级人民法院。本院受理原告诉被告买卖合同纠纷一案，现依法向你公告送达起诉状副本、应诉通知书、举证通知书、合议庭组成人员通知书及开庭传票。本院受理申请人申请执行被执行人借款合同纠纷一案，现依法向你公告送达执行通知书、报告财产令及执行裁定书，限你自公告期满后履行生效法律文书确定的义务。 <box>16 1168 113 1227</box>
court-name: 安徽省合肥市蜀山区人民法院 <box>394 1438 441 1443</box>
party-name: 刘某某、陈某某： <box>345 1446 375 1451</box>
notice-paragraph: 李某某、王某某：本院受理原告诉被告合同纠纷一案，因你下落不明，依照《中华人民共和国民事诉讼法》的规定，向你公告送达起诉状副本、应诉通知书、举证通知书、开庭传票等。自公告之日起经过三十日即视为送达。提出答辩状和举证的期限分别为公告期满后的十五日内。并定于举证期满后第三日上午九时在本院第一法庭开庭审理，逾期将依法缺席裁判。本院受理申请人申请宣告被申请人失踪一案，经查被申请人于多年前离家出走，下落不明。现发出寻找下落不明人公告，公告期间为三个月。 <box>345 478 442 526</box>
notice-paragraph: 李某某、王某某：本院受理原告诉被告合同纠纷一案，因你下落不明，依照《中华人民共和国民事诉讼法》的规定，向你公告送达起诉状副本、应诉通知书、举证通知书、开庭传票等。自公告之日起经过三十日即视为送达。提出答辩状和举证的期限分别为公告期满后的十五日内。并定于举证期满后第三日上午九时在本院第一法庭开庭审理，逾期将依法缺席裁判。 <box>16 1404 113 1442</box>
party-name: 孙某某： <box>345 1278 360 1283</box>
notice-paragraph: 刘某某、陈某某：本院受理申请人申请宣告被申请人失踪一案，经查被申请人于多年前离家出走，下落不明。现发出寻找下落不明人公告，公告期间为三个月。希望被申请人本人或知其下落的有关人员在公告期间内与本院联系。公告期满后，本院将依法作出判决。 <box>237 349 334 375</box>
notice-paragraph: 张某某：自公告之日起经过三十日即视为送达。提出答辩状和举证的期限分别为公告期满后的十五日内。并定于举证期满后第三日上午九时在本院第一法庭开庭审理，逾期将依法缺席裁判。本院受理申请人申请宣告被申请人失踪一案，经查被申请人于多年前离家出走，下落不明。现发出寻找下落不明人公告，公告期间为三个月。 <box>237 1154 334 1186</box>
court-name: 云南省昆明市官渡区人民法院 <box>65 267 112 272</box>
notice-paragraph: 周某某：如不服本判决，可在判决书送达之日起十五日内，向本院递交上诉状，并按对方当事人的人数提出副本，上诉于中级人民法院。本院受理原告诉被告买卖合同纠纷一案，现依法向你公告送达起诉状副本、应诉通知书、举证通知书、合议庭组成人员通知书及开庭传票。本院受理申请人申请执行被执行人借款合同纠纷一案，现依法向你公告送达执行通知书、报告财产令及执行裁定书，限你自公告期满后履行生效法律文书确定的义务。 <box>237 1352 334 1395</box>
court-name: 江西省南昌市东湖区人民法院 <box>394 1270 441 1275</box>
court-name: 河南省郑州市中原区人民法院 <box>176 874 223 879</box>
notice-paragraph: 张某某：自公告之日起经过三十日即视为送达。提出答辩状和举证的期限分别为公告期满后的十五日内。并定于举证期满后第三日上午九时在本院第一法庭开庭审理，逾期将依法缺席裁判。本院受理申请人申请宣告被申请人失踪一案，经查被申请人于多年前离家出走，下落不明。现发出寻找下落不明人公告，公告期间为三个月。希望被申请人本人或知其下落的有关人员在公告期间内与本院联系。公告期满后，本院将依法作出判决。 <box>237 714 334 757</box>
party-name: 李某某、王某某： <box>127 1248 157 1253</box>
court-name: 云南省昆明市官渡区人民法院 <box>394 1072 441 1077</box>
notice-paragraph: 周某某：如不服本判决，可在判决书送达之日起十五日内，向本院递交上诉状，并按对方当事人的人数提出副本，上诉于中级人民法院。本院受理原告诉被告买卖合同纠纷一案，现依法向你公告送达起诉状副本、应诉通知书、举证通知书、合议庭组成人员通知书及开庭传票。 <box>345 750 442 777</box>
notice-body <box>236 113 334 1517</box>
party-name: 周某某： <box>345 311 360 316</box>
court-name: 四川省成都市武侯区人民法院 <box>65 355 112 360</box>
notice-paragraph: 周某某：如不服本判决，可在判决书送达之日起十五日内，向本院递交上诉状，并按对方当事人的人数提出副本，上诉于中级人民法院。本院受理原告诉被告买卖合同纠纷一案，现依法向你公告送达起诉状副本、应诉通知书、举证通知书、合议庭组成人员通知书及开庭传票。本院受理申请人申请执行被执行人借款合同纠纷一案，现依法向你公告送达执行通知书、报告财产令及执行裁定书，限你自公告期满后履行生效法律文书确定的义务。本院受理原告诉被告合同纠纷一案，因你下落不明，依照《中华人民共和国民事诉讼法》的规定，向你公告送达起诉状副本、应诉通知书、举证通知书、开庭传票等。 <box>345 1168 442 1227</box>
court-name: 云南省昆明市官渡区人民法院 <box>176 1396 223 1401</box>
notice-paragraph: 张某某：自公告之日起经过三十日即视为送达。提出答辩状和举证的期限分别为公告期满后的十五日内。并定于举证期满后第三日上午九时在本院第一法庭开庭审理，逾期将依法缺席裁判。本院受理申请人申请宣告被申请人失踪一案，经查被申请人于多年前离家出走，下落不明。现发出寻找下落不明人公告，公告期间为三个月。希望被申请人本人或知其下落的有关人员在公告期间内与本院联系。公告期满后，本院将依法作出判决。 <box>345 965 442 1008</box>
notice-paragraph: 赵某某、黄某某：本院受理原告诉被告离婚纠纷一案，已审理终结。现依法向你公告送达本院民事判决书。自公告之日起六十日内来本院领取民事判决书，逾期则视为送达。如不服本判决，可在判决书送达之日起十五日内，向本院递交上诉状，并按对方当事人的人数提出副本，上诉于中级人民法院。本院受理原告诉被告买卖合同纠纷一案，现依法向你公告送达起诉状副本、应诉通知书、举证通知书、合议庭组成人员通知书及开庭传票。 <box>127 594 224 636</box>
notice-paragraph: 吴某某、徐某某：本院受理原告诉被告买卖合同纠纷一案，现依法向你公告送达起诉状副本、应诉通知书、举证通知书、合议庭组成人员通知书及开庭传票。本院受理申请人申请执行被执行人借款合同纠纷一案，现依法向你公告送达执行通知书、报告财产令及执行裁定书，限你自公告期满后履行生效法律文书确定的义务。 <box>237 986 334 1018</box>
notice-paragraph: 杨某某：希望被申请人本人或知其下落的有关人员在公告期间内与本院联系。公告期满后，本院将依法作出判决。本院受理原告诉被告离婚纠纷一案，已审理终结。现依法向你公告送达本院民事判决书。自公告之日起六十日内来本院领取民事判决书，逾期则视为送达。如不服本判决，可在判决书送达之日起十五日内，向本院递交上诉状，并按对方当事人的人数提出副本，上诉于中级人民法院。本院受理原告诉被告买卖合同纠纷一案，现依法向你公告送达起诉状副本、应诉通知书、举证通知书、合议庭组成人员通知书及开庭传票。 <box>127 976 224 1029</box>
notice-paragraph: 孙某某：本院受理申请人申请执行被执行人借款合同纠纷一案，现依法向你公告送达执行通知书、报告财产令及执行裁定书，限你自公告期满后履行生效法律文书确定的义务。本院受理原告诉被告合同纠纷一案，因你下落不明，依照《中华人民共和国民事诉讼法》的规定，向你公告送达起诉状副本、应诉通知书、举证通知书、开庭传票等。自公告之日起经过三十日即视为送达。提出答辩状和举证的期限分别为公告期满后的十五日内。并定于举证期满后第三日上午九时在本院第一法庭开庭审理，逾期将依法缺席裁判。 <box>237 1028 334 1076</box>
party-name: 赵某某、黄某某： <box>127 594 157 599</box>
court-name: 河南省郑州市中原区人民法院 <box>286 277 333 282</box>
court-name: 贵州省贵阳市南明区人民法院 <box>65 841 112 846</box>
party-name: 张某某： <box>237 714 252 719</box>
notice-paragraph: 赵某某、黄某某：本院受理原告诉被告离婚纠纷一案，已审理终结。现依法向你公告送达本院民事判决书。自公告之日起六十日内来本院领取民事判决书，逾期则视为送达。如不服本判决，可在判决书送达之日起十五日内，向本院递交上诉状，并按对方当事人的人数提出副本，上诉于中级人民法院。本院受理原告诉被告买卖合同纠纷一案，现依法向你公告送达起诉状副本、应诉通知书、举证通知书、合议庭组成人员通知书及开庭传票。本院受理申请人申请执行被执行人借款合同纠纷一案，现依法向你公告送达执行通知书、报告财产令及执行裁定书，限你自公告期满后履行生效法律文书确定的义务。 <box>127 159 224 218</box>
notice-paragraph: 刘某某、陈某某：本院受理申请人申请宣告被申请人失踪一案，经查被申请人于多年前离家出走，下落不明。现发出寻找下落不明人公告，公告期间为三个月。希望被申请人本人或知其下落的有关人员在公告期间内与本院联系。公告期满后，本院将依法作出判决。 <box>127 1368 224 1395</box>
notice-paragraph: 杨某某：希望被申请人本人或知其下落的有关人员在公告期间内与本院联系。公告期满后，本院将依法作出判决。本院受理原告诉被告离婚纠纷一案，已审理终结。现依法向你公告送达本院民事判决书。自公告之日起六十日内来本院领取民事判决书，逾期则视为送达。 <box>16 275 113 301</box>
party-name: 赵某某、黄某某： <box>237 431 267 436</box>
notice-paragraph: 刘某某、陈某某：本院受理申请人申请宣告被申请人失踪一案，经查被申请人于多年前离家出走，下落不明。现发出寻找下落不明人公告，公告期间为三个月。希望被申请人本人或知其下落的有关人员在公告期间内与本院联系。公告期满后，本院将依法作出判决。 <box>345 599 442 626</box>
notice-paragraph: 孙某某：本院受理申请人申请执行被执行人借款合同纠纷一案，现依法向你公告送达执行通知书、报告财产令及执行裁定书，限你自公告期满后履行生效法律文书确定的义务。本院受理原告诉被告合同纠纷一案，因你下落不明，依照《中华人民共和国民事诉讼法》的规定，向你公告送达起诉状副本、应诉通知书、举证通知书、开庭传票等。自公告之日起经过三十日即视为送达。提出答辩状和举证的期限分别为公告期满后的十五日内。并定于举证期满后第三日上午九时在本院第一法庭开庭审理，逾期将依法缺席裁判。本院受理申请人申请宣告被申请人失踪一案，经查被申请人于多年前离家出走，下落不明。现发出寻找下落不明人公告，公告期间为三个月。 <box>16 1330 113 1395</box>
court-name: 江苏省南京市鼓楼区人民法院 <box>286 858 333 863</box>
party-name: 赵某某、黄某某： <box>127 159 157 164</box>
court-name: 江西省南昌市东湖区人民法院 <box>65 465 112 470</box>
notice-paragraph: 吴某某、徐某某：本院受理原告诉被告买卖合同纠纷一案，现依法向你公告送达起诉状副本、应诉通知书、举证通知书、合议庭组成人员通知书及开庭传票。本院受理申请人申请执行被执行人借款合同纠纷一案，现依法向你公告送达执行通知书、报告财产令及执行裁定书，限你自公告期满后履行生效法律文书确定的义务。本院受理原告诉被告合同纠纷一案，因你下落不明，依照《中华人民共和国民事诉讼法》的规定，向你公告送达起诉状副本、应诉通知书、举证通知书、开庭传票等。 <box>345 786 442 835</box>
party-name: 刘某某、陈某某： <box>345 154 375 159</box>
party-name: 周某某： <box>345 750 360 755</box>
court-name: 江西省南昌市东湖区人民法院 <box>286 1470 333 1475</box>
party-name: 孙某某： <box>345 437 360 442</box>
notice-paragraph: 李某某、王某某：本院受理原告诉被告合同纠纷一案，因你下落不明，依照《中华人民共和国民事诉讼法》的规定，向你公告送达起诉状副本、应诉通知书、举证通知书、开庭传票等。自公告之日起经过三十日即视为送达。提出答辩状和举证的期限分别为公告期满后的十五日内。并定于举证期满后第三日上午九时在本院第一法庭开庭审理，逾期将依法缺席裁判。 <box>16 113 113 150</box>
party-name: 吴某某、徐某某： <box>16 1273 46 1278</box>
court-name: 贵州省贵阳市南明区人民法院 <box>176 706 223 711</box>
party-name: 孙某某： <box>127 1206 142 1211</box>
court-name: 四川省成都市武侯区人民法院 <box>65 789 112 794</box>
notice-paragraph: 张某某：自公告之日起经过三十日即视为送达。提出答辩状和举证的期限分别为公告期满后的十五日内。并定于举证期满后第三日上午九时在本院第一法庭开庭审理，逾期将依法缺席裁判。本院受理申请人申请宣告被申请人失踪一案，经查被申请人于多年前离家出走，下落不明。现发出寻找下落不明人公告，公告期间为三个月。希望被申请人本人或知其下落的有关人员在公告期间内与本院联系。公告期满后，本院将依法作出判决。本院受理原告诉被告离婚纠纷一案，已审理终结。现依法向你公告送达本院民事判决书。自公告之日起六十日内来本院领取民事判决书，逾期则视为送达。 <box>16 1022 113 1076</box>
notice-paragraph: 刘某某、陈某某：本院受理申请人申请宣告被申请人失踪一案，经查被申请人于多年前离家出走，下落不明。现发出寻找下落不明人公告，公告期间为三个月。希望被申请人本人或知其下落的有关人员在公告期间内与本院联系。公告期满后，本院将依法作出判决。 <box>16 1085 113 1112</box>
court-name: 安徽省合肥市蜀山区人民法院 <box>286 759 333 764</box>
party-name: 孙某某： <box>237 186 252 191</box>
party-name: 吴某某、徐某某： <box>16 431 46 436</box>
notice-paragraph: 李某某、王某某：本院受理原告诉被告合同纠纷一案，因你下落不明，依照《中华人民共和国民事诉讼法》的规定，向你公告送达起诉状副本、应诉通知书、举证通知书、开庭传票等。自公告之日起经过三十日即视为送达。提出答辩状和举证的期限分别为公告期满后的十五日内。并定于举证期满后第三日上午九时在本院第一法庭开庭审理，逾期将依法缺席裁判。 <box>345 918 442 955</box>
party-name: 张某某： <box>237 285 252 290</box>
court-name: 四川省成都市武侯区人民法院 <box>394 303 441 308</box>
party-name: 张某某： <box>345 1404 360 1409</box>
notice-body <box>344 113 442 1495</box>
notice-paragraph: 周某某：如不服本判决，可在判决书送达之日起十五日内，向本院递交上诉状，并按对方当事人的人数提出副本，上诉于中级人民法院。本院受理原告诉被告买卖合同纠纷一案，现依法向你公告送达起诉状副本、应诉通知书、举证通知书、合议庭组成人员通知书及开庭传票。本院受理申请人申请执行被执行人借款合同纠纷一案，现依法向你公告送达执行通知书、报告财产令及执行裁定书，限你自公告期满后履行生效法律文书确定的义务。本院受理原告诉被告合同纠纷一案，因你下落不明，依照《中华人民共和国民事诉讼法》的规定，向你公告送达起诉状副本、应诉通知书、举证通知书、开庭传票等。 <box>16 363 113 422</box>
notice-column-3 <box>236 100 334 1517</box>
notice-paragraph: 刘某某、陈某某：本院受理申请人申请宣告被申请人失踪一案，经查被申请人于多年前离家出走，下落不明。现发出寻找下落不明人公告，公告期间为三个月。希望被申请人本人或知其下落的有关人员在公告期间内与本院联系。公告期满后，本院将依法作出判决。本院受理原告诉被告离婚纠纷一案，已审理终结。现依法向你公告送达本院民事判决书。自公告之日起六十日内来本院领取民事判决书，逾期则视为送达。 <box>345 1446 442 1489</box>
notice-paragraph: 周某某：如不服本判决，可在判决书送达之日起十五日内，向本院递交上诉状，并按对方当事人的人数提出副本，上诉于中级人民法院。本院受理原告诉被告买卖合同纠纷一案，现依法向你公告送达起诉状副本、应诉通知书、举证通知书、合议庭组成人员通知书及开庭传票。 <box>237 500 334 526</box>
party-name: 孙某某： <box>16 923 31 928</box>
party-name: 杨某某： <box>16 1121 31 1126</box>
court-name: 江苏省南京市鼓楼区人民法院 <box>176 586 223 591</box>
party-name: 赵某某、黄某某： <box>237 1311 267 1316</box>
party-name: 吴某某、徐某某： <box>127 1132 157 1137</box>
party-name: 李某某、王某某： <box>345 478 375 483</box>
court-name: 四川省成都市武侯区人民法院 <box>176 1072 223 1077</box>
notice-body <box>126 113 224 1517</box>
